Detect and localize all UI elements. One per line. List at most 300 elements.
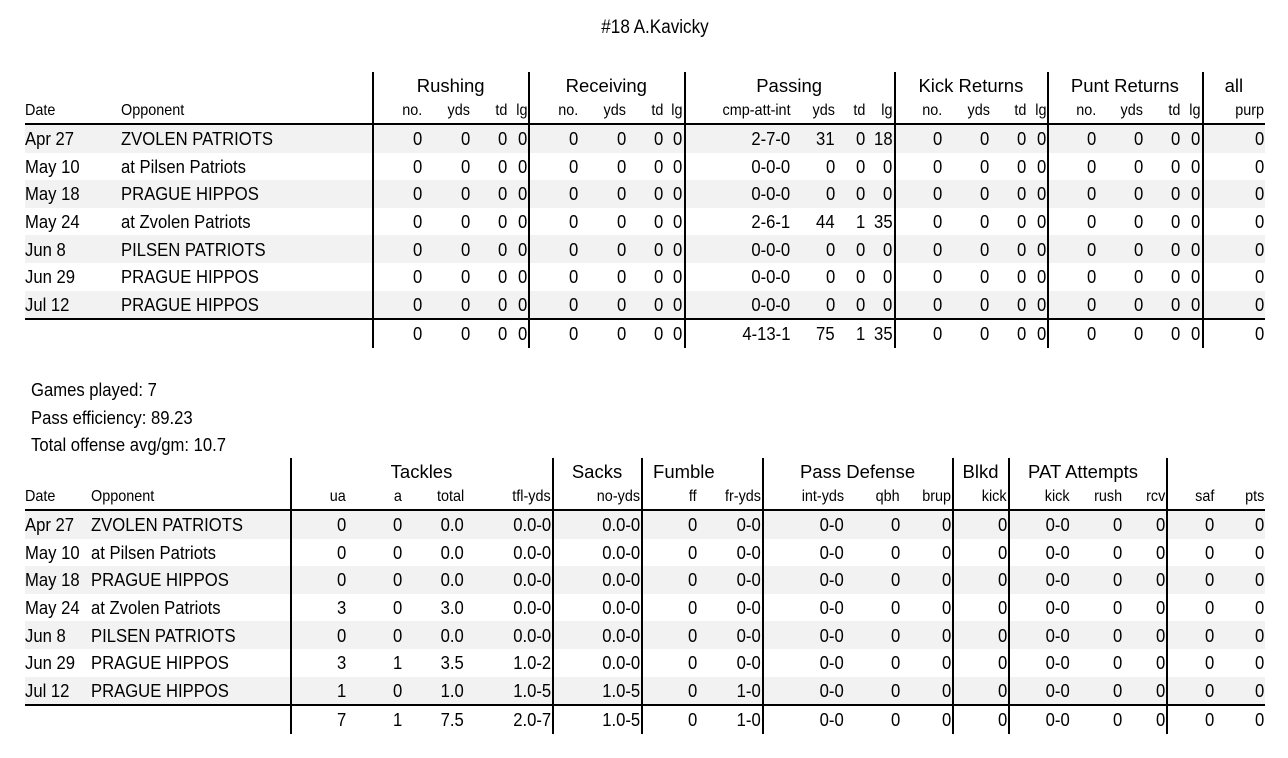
group-header-row xyxy=(25,72,1265,99)
stat-cell xyxy=(791,235,836,263)
cell-text: 0 xyxy=(1191,211,1201,233)
date-cell xyxy=(25,510,91,539)
date-cell xyxy=(25,677,91,706)
cell-text: 0-0 xyxy=(1045,709,1071,731)
cell-text: 0 xyxy=(941,652,952,674)
cell-text: at Zvolen Patriots xyxy=(120,211,251,233)
stat-cell xyxy=(685,263,792,291)
stat-cell xyxy=(403,539,465,567)
stat-cell xyxy=(685,319,792,348)
cell-text: 0 xyxy=(517,155,527,177)
stat-cell xyxy=(1203,235,1265,263)
cell-text: 0.0-0 xyxy=(602,624,641,646)
cell-text: 0 xyxy=(1155,514,1166,536)
cell-text: ZVOLEN PATRIOTS xyxy=(120,128,273,150)
stat-cell xyxy=(1071,485,1123,510)
cell-text: May 24 xyxy=(25,597,80,619)
cell-text: 0 xyxy=(933,128,943,150)
cell-text: 0 xyxy=(498,183,508,205)
stat-cell xyxy=(423,208,471,236)
cell-text: 0 xyxy=(933,238,943,260)
stat-cell xyxy=(698,539,763,567)
cell-text: 0-0 xyxy=(736,624,762,646)
stat-cell xyxy=(642,649,698,677)
cell-text: 0 xyxy=(856,128,866,150)
cell-text: 0 xyxy=(890,709,901,731)
cell-text: 0 xyxy=(883,293,893,315)
stat-cell xyxy=(836,235,866,263)
cell-text: 0 xyxy=(1112,541,1123,563)
cell-text: 0 xyxy=(1155,624,1166,646)
stat-cell xyxy=(1144,180,1181,208)
cell-text: 0 xyxy=(1155,709,1166,731)
stat-cell xyxy=(763,649,845,677)
stat-cell xyxy=(990,263,1027,291)
stat-cell xyxy=(529,263,579,291)
cell-text: 0 xyxy=(997,679,1008,701)
stat-cell xyxy=(763,539,845,567)
cell-text: 0 xyxy=(890,597,901,619)
cell-text: 0.0-0 xyxy=(602,541,641,563)
cell-text: 0 xyxy=(616,155,626,177)
stat-cell xyxy=(579,124,627,153)
cell-text: 0 xyxy=(1170,323,1180,345)
cell-text: 0 xyxy=(1017,155,1027,177)
cell-text: 0 xyxy=(568,293,579,315)
stat-cell xyxy=(845,485,901,510)
stat-cell xyxy=(836,124,866,153)
stat-cell xyxy=(423,291,471,320)
opponent-cell xyxy=(121,180,374,208)
stat-cell xyxy=(627,319,664,348)
cell-text: 0 xyxy=(1254,128,1264,150)
cell-text: 0 xyxy=(997,541,1008,563)
cell-text: 0 xyxy=(687,652,698,674)
cell-text: 0 xyxy=(673,266,683,288)
stat-cell xyxy=(403,677,465,706)
stat-cell xyxy=(1123,539,1167,567)
stat-cell xyxy=(845,649,901,677)
cell-text: 0 xyxy=(392,541,402,563)
stat-cell xyxy=(471,180,508,208)
cell-text: 0-0 xyxy=(736,597,762,619)
stat-cell xyxy=(901,621,953,649)
stat-cell xyxy=(1009,510,1071,539)
stat-cell xyxy=(471,263,508,291)
cell-text: 0 xyxy=(673,238,683,260)
cell-text: 0 xyxy=(687,569,698,591)
cell-text: tfl-yds xyxy=(512,488,552,505)
stat-cell xyxy=(465,705,553,734)
stat-cell xyxy=(1123,705,1167,734)
stat-cell xyxy=(836,99,866,124)
stat-cell xyxy=(1181,235,1203,263)
cell-text: 0 xyxy=(687,624,698,646)
cell-text: 0 xyxy=(1133,155,1143,177)
cell-text: 0 xyxy=(980,238,990,260)
stat-cell xyxy=(895,263,944,291)
stat-cell xyxy=(1097,235,1144,263)
cell-text: 18 xyxy=(874,128,893,150)
stat-cell xyxy=(465,485,553,510)
stat-cell xyxy=(471,319,508,348)
stat-cell xyxy=(1144,291,1181,320)
date-cell xyxy=(25,539,91,567)
stat-cell xyxy=(944,319,991,348)
stat-cell xyxy=(403,566,465,594)
cell-text: 35 xyxy=(874,211,893,233)
stat-cell xyxy=(953,621,1009,649)
cell-text: rcv xyxy=(1145,488,1166,505)
cell-text: 0-0 xyxy=(819,624,845,646)
stat-cell xyxy=(1097,208,1144,236)
cell-text: 0 xyxy=(392,569,402,591)
stat-cell xyxy=(529,124,579,153)
stat-cell xyxy=(901,510,953,539)
cell-text: 0 xyxy=(461,238,471,260)
cell-text: 0 xyxy=(856,293,866,315)
group-label: Punt Returns xyxy=(1048,72,1203,99)
stat-cell xyxy=(579,291,627,320)
stat-cell xyxy=(1144,235,1181,263)
stat-cell xyxy=(291,485,347,510)
stat-cell xyxy=(1027,208,1048,236)
opponent-cell xyxy=(121,291,374,320)
cell-text: 0 xyxy=(1112,679,1123,701)
cell-text: at Zvolen Patriots xyxy=(91,597,221,619)
stat-cell xyxy=(953,510,1009,539)
stat-cell xyxy=(465,621,553,649)
stat-cell xyxy=(791,153,836,181)
stat-cell xyxy=(1097,99,1144,124)
date-cell xyxy=(25,263,121,291)
stat-cell xyxy=(1215,649,1265,677)
cell-text: 0 xyxy=(461,293,471,315)
date-cell xyxy=(25,705,91,734)
cell-text: lg xyxy=(881,102,893,119)
cell-text: 0 xyxy=(673,155,683,177)
stat-cell xyxy=(529,180,579,208)
cell-text: 0 xyxy=(890,624,901,646)
cell-text: 0 xyxy=(1204,709,1215,731)
cell-text: Jun 8 xyxy=(25,624,66,646)
stat-cell xyxy=(901,566,953,594)
cell-text: 0 xyxy=(1155,541,1166,563)
stat-cell xyxy=(471,235,508,263)
cell-text: 7.5 xyxy=(440,709,464,731)
cell-text: 0 xyxy=(1112,514,1123,536)
stat-cell xyxy=(1144,124,1181,153)
opponent-cell xyxy=(91,510,291,539)
stat-cell xyxy=(471,291,508,320)
cell-text: 0 xyxy=(825,155,835,177)
cell-text: May 18 xyxy=(25,183,80,205)
stat-cell xyxy=(465,677,553,706)
stat-cell xyxy=(347,594,403,622)
stat-cell xyxy=(895,180,944,208)
cell-text: 0 xyxy=(461,323,471,345)
stat-cell xyxy=(791,99,836,124)
stat-cell xyxy=(1123,621,1167,649)
cell-text: yds xyxy=(603,102,626,119)
cell-text: 0 xyxy=(568,238,579,260)
cell-text: 0 xyxy=(1112,652,1123,674)
cell-text: 0 xyxy=(517,293,527,315)
stat-cell xyxy=(465,539,553,567)
stat-cell xyxy=(664,235,685,263)
cell-text: 0 xyxy=(616,128,626,150)
group-label: Sacks xyxy=(553,458,642,485)
cell-text: 0 xyxy=(1170,155,1180,177)
cell-text: 0 xyxy=(687,679,698,701)
group-label: Passing xyxy=(685,72,895,99)
cell-text: 0 xyxy=(1086,128,1097,150)
cell-text: 0 xyxy=(413,293,423,315)
cell-text: 0 xyxy=(653,323,663,345)
cell-text: 0-0 xyxy=(819,597,845,619)
cell-text: 0 xyxy=(1133,238,1143,260)
stat-cell xyxy=(508,319,529,348)
cell-text: 0 xyxy=(461,155,471,177)
stat-cell xyxy=(291,594,347,622)
cell-text: purp xyxy=(1235,102,1264,119)
stat-cell xyxy=(685,153,792,181)
cell-text: May 10 xyxy=(25,155,80,177)
cell-text: 1.0-5 xyxy=(513,679,552,701)
cell-text: no. xyxy=(402,102,423,119)
cell-text: ff xyxy=(689,488,698,505)
cell-text: 0 xyxy=(1155,652,1166,674)
stat-cell xyxy=(508,99,529,124)
stat-cell xyxy=(1048,291,1097,320)
cell-text: 0 xyxy=(933,211,943,233)
cell-text: yds xyxy=(812,102,835,119)
cell-text: 0 xyxy=(616,183,626,205)
stat-cell xyxy=(579,263,627,291)
totals-row xyxy=(25,705,1265,734)
cell-text: 0 xyxy=(687,597,698,619)
stat-cell xyxy=(627,208,664,236)
cell-text: 0 xyxy=(1191,293,1201,315)
cell-text: no. xyxy=(558,102,579,119)
cell-text: 0 xyxy=(1133,293,1143,315)
cell-text: 0 xyxy=(498,266,508,288)
cell-text: 0 xyxy=(517,238,527,260)
cell-text: 0 xyxy=(1254,679,1265,701)
cell-text: 1-0 xyxy=(736,709,762,731)
cell-text: 1.0-5 xyxy=(602,709,641,731)
cell-text: PILSEN PATRIOTS xyxy=(91,624,236,646)
stat-cell xyxy=(698,649,763,677)
table-row xyxy=(25,235,1265,263)
cell-text: 0 xyxy=(673,293,683,315)
cell-text: May 10 xyxy=(25,541,80,563)
cell-text: 0 xyxy=(1204,569,1215,591)
stat-cell xyxy=(642,566,698,594)
stat-cell xyxy=(1181,180,1203,208)
cell-text: lg xyxy=(515,102,527,119)
stat-cell xyxy=(845,677,901,706)
cell-text: 0 xyxy=(498,238,508,260)
stat-cell xyxy=(698,705,763,734)
cell-text: 0 xyxy=(687,514,698,536)
cell-text: 0 xyxy=(1254,709,1265,731)
cell-text: 0 xyxy=(413,266,423,288)
cell-text: 0-0-0 xyxy=(751,155,791,177)
stat-cell xyxy=(836,319,866,348)
cell-text: 0 xyxy=(568,266,579,288)
cell-text: 0 xyxy=(413,183,423,205)
cell-text: 0-0 xyxy=(819,709,845,731)
stat-cell xyxy=(836,153,866,181)
stat-cell xyxy=(895,319,944,348)
stat-cell xyxy=(1027,153,1048,181)
cell-text: 0 xyxy=(1170,183,1180,205)
stat-cell xyxy=(944,263,991,291)
cell-text: 0.0-0 xyxy=(513,597,552,619)
cell-text: 0 xyxy=(653,238,663,260)
cell-text: Opponent xyxy=(91,488,155,505)
cell-text: lg xyxy=(1189,102,1201,119)
stat-cell xyxy=(579,208,627,236)
stat-cell xyxy=(627,99,664,124)
stat-cell xyxy=(291,649,347,677)
cell-text: 0-0 xyxy=(1045,541,1071,563)
stat-cell xyxy=(944,208,991,236)
cell-text: 0 xyxy=(1036,238,1047,260)
cell-text: 0 xyxy=(1112,597,1123,619)
cell-text: 0 xyxy=(461,128,471,150)
stat-cell xyxy=(944,180,991,208)
opponent-cell xyxy=(91,705,291,734)
offense-stats-table xyxy=(25,72,1265,348)
stat-cell xyxy=(953,649,1009,677)
stat-cell xyxy=(423,124,471,153)
stat-cell xyxy=(291,705,347,734)
cell-text: 0 xyxy=(1254,323,1264,345)
stat-cell xyxy=(1027,263,1048,291)
stat-cell xyxy=(642,621,698,649)
stat-cell xyxy=(1181,153,1203,181)
cell-text: 0 xyxy=(1017,183,1027,205)
stat-cell xyxy=(403,649,465,677)
cell-text: 0 xyxy=(933,323,943,345)
cell-text: lg xyxy=(1034,102,1047,119)
cell-text: 0 xyxy=(941,569,952,591)
table-row xyxy=(25,510,1265,539)
stat-cell xyxy=(627,124,664,153)
cell-text: Jul 12 xyxy=(25,679,70,701)
stat-cell xyxy=(944,153,991,181)
cell-text: 0 xyxy=(616,266,626,288)
cell-text: 0-0 xyxy=(819,514,845,536)
stat-cell xyxy=(1167,485,1215,510)
stat-cell xyxy=(1181,319,1203,348)
stat-cell xyxy=(1009,705,1071,734)
stat-cell xyxy=(1071,539,1123,567)
opponent-cell xyxy=(91,677,291,706)
stat-cell xyxy=(291,510,347,539)
group-label: Tackles xyxy=(291,458,553,485)
stat-cell xyxy=(1009,485,1071,510)
stat-cell xyxy=(791,263,836,291)
stat-cell xyxy=(866,180,894,208)
stat-cell xyxy=(953,677,1009,706)
cell-text: td xyxy=(650,102,663,119)
cell-text: 0 xyxy=(616,293,626,315)
stat-cell xyxy=(529,153,579,181)
cell-text: 0 xyxy=(883,155,893,177)
cell-text: 3 xyxy=(336,652,346,674)
stat-cell xyxy=(1097,153,1144,181)
stat-cell xyxy=(953,539,1009,567)
cell-text: pts xyxy=(1244,488,1265,505)
group-label: Kick Returns xyxy=(895,72,1048,99)
opponent-cell xyxy=(121,263,374,291)
stat-cell xyxy=(1203,263,1265,291)
stat-cell xyxy=(944,291,991,320)
cell-text: 0 xyxy=(890,514,901,536)
cell-text: 0 xyxy=(1017,211,1027,233)
cell-text: 0 xyxy=(825,293,835,315)
cell-text: 0 xyxy=(1017,323,1027,345)
cell-text: PRAGUE HIPPOS xyxy=(91,679,229,701)
stat-cell xyxy=(791,124,836,153)
cell-text: 0 xyxy=(1191,323,1201,345)
cell-text: td xyxy=(1167,102,1180,119)
stat-cell xyxy=(901,649,953,677)
stat-cell xyxy=(1167,539,1215,567)
stat-cell xyxy=(664,319,685,348)
cell-text: 0.0-0 xyxy=(602,597,641,619)
cell-text: 0.0-0 xyxy=(602,514,641,536)
stat-cell xyxy=(1048,124,1097,153)
cell-text: ua xyxy=(329,488,346,505)
stat-cell xyxy=(403,621,465,649)
stat-cell xyxy=(1203,180,1265,208)
stat-cell xyxy=(1181,263,1203,291)
cell-text: 0 xyxy=(997,514,1008,536)
stat-cell xyxy=(866,124,894,153)
cell-text: 0-0 xyxy=(819,569,845,591)
stat-cell xyxy=(579,153,627,181)
stat-cell xyxy=(1215,705,1265,734)
cell-text: 0-0 xyxy=(1045,514,1071,536)
date-cell xyxy=(25,99,121,124)
stat-cell xyxy=(664,99,685,124)
cell-text: yds xyxy=(967,102,990,119)
cell-text: 0 xyxy=(980,323,990,345)
cell-text: Apr 27 xyxy=(25,128,75,150)
cell-text: 0 xyxy=(616,211,626,233)
stat-cell xyxy=(529,319,579,348)
stat-cell xyxy=(845,566,901,594)
stat-cell xyxy=(347,649,403,677)
stat-cell xyxy=(990,99,1027,124)
stat-cell xyxy=(901,539,953,567)
stat-cell xyxy=(1009,621,1071,649)
cell-text: 1-0 xyxy=(736,679,762,701)
stat-cell xyxy=(1181,291,1203,320)
stat-cell xyxy=(1123,510,1167,539)
cell-text: 0 xyxy=(336,624,346,646)
cell-text: 0-0 xyxy=(1045,597,1071,619)
cell-text: 7 xyxy=(336,709,346,731)
cell-text: 0 xyxy=(1086,183,1097,205)
cell-text: 0 xyxy=(1204,652,1215,674)
cell-text: 0 xyxy=(392,679,402,701)
cell-text: 0 xyxy=(1254,211,1264,233)
